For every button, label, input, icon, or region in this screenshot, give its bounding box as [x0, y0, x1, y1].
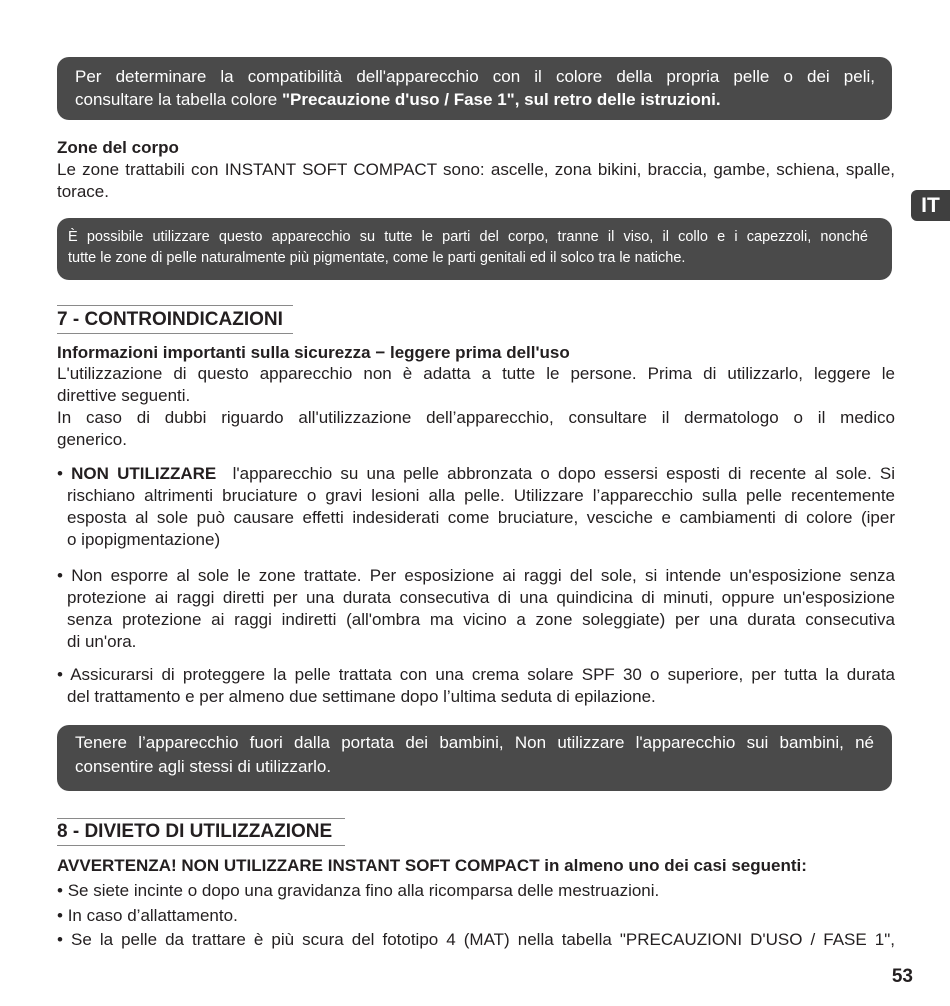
section-7-paragraph: [57, 407, 895, 451]
list-item: [57, 463, 895, 551]
list-item-line: rischiano altrimenti bruciature o gravi lesioni alla pelle. Utilizzare l’apparecchio sulla pelle recentemente: [67, 486, 895, 505]
section-7-heading: 7 - CONTROINDICAZIONI: [57, 305, 293, 334]
bullet-marker: •: [57, 566, 63, 585]
paragraph-line: torace.: [57, 182, 109, 201]
excluded-zones-note-line: tutte le zone di pelle naturalmente più pigmentate, come le parti genitali ed il solco tra le natiche.: [68, 250, 686, 266]
list-item-text: In caso d’allattamento.: [67, 905, 238, 925]
list-item-line: del trattamento e per almeno due settimane dopo l’ultima seduta di epilazione.: [67, 687, 656, 706]
list-item: [57, 904, 895, 929]
body-zones-paragraph: [57, 159, 895, 203]
paragraph-line: generico.: [57, 430, 127, 449]
list-item: [57, 879, 895, 904]
section-7-subtitle: Informazioni importanti sulla sicurezza − leggere prima dell'uso: [57, 343, 570, 362]
section-8-list: [57, 879, 895, 953]
list-item-text: Se siete incinte o dopo una gravidanza fino alla ricomparsa delle mestruazioni.: [67, 881, 660, 900]
excluded-zones-note-line: È possibile utilizzare questo apparecchio su tutte le parti del corpo, tranne il viso, il collo e i capezzoli, nonché: [68, 229, 868, 245]
list-item: [57, 664, 895, 708]
bullet-marker: •: [57, 665, 63, 684]
bullet-marker: •: [57, 881, 63, 900]
list-item-line: [57, 565, 895, 587]
list-item-text: l'apparecchio su una pelle abbronzata o dopo essersi esposti di recente al sole. Si: [232, 464, 895, 483]
list-item-line: protezione ai raggi diretti per una durata consecutiva di una quindicina di minuti, oppure un'esposizione: [67, 588, 895, 607]
list-item-line: esposta al sole può causare effetti indesiderati come bruciature, vesciche e cambiamenti di colore (iper: [67, 508, 895, 527]
list-item: [57, 565, 895, 653]
bullet-marker: •: [57, 464, 63, 483]
bullet-marker: •: [57, 905, 63, 925]
compatibility-note-line: Per determinare la compatibilità dell'apparecchio con il colore della propria pelle o dei peli,: [75, 67, 875, 86]
children-warning-panel: [57, 725, 892, 791]
section-8-heading: 8 - DIVIETO DI UTILIZZAZIONE: [57, 818, 345, 846]
paragraph-line: In caso di dubbi riguardo all'utilizzazione dell’apparecchio, consultare il dermatologo o il medico: [57, 408, 895, 427]
children-warning-line: Tenere l’apparecchio fuori dalla portata dei bambini, Non utilizzare l'apparecchio sui bambini, né: [75, 733, 874, 752]
list-item-line: [57, 664, 895, 686]
section-8-warning: AVVERTENZA! NON UTILIZZARE INSTANT SOFT COMPACT in almeno uno dei casi seguenti:: [57, 856, 807, 875]
list-item-text: Se la pelle da trattare è più scura del fototipo 4 (MAT) nella tabella "PRECAUZIONI D'USO / FASE 1",: [71, 930, 895, 949]
list-item-line: senza protezione ai raggi indiretti (all'ombra ma vicino a zone soleggiate) per una durata consecutiva: [67, 610, 895, 629]
list-item-line: di un'ora.: [67, 632, 137, 651]
section-7-paragraph: [57, 363, 895, 407]
list-item-text: Non esporre al sole le zone trattate. Per esposizione ai raggi del sole, si intende un'esposizione senza: [71, 566, 895, 585]
list-item-line: o ipopigmentazione): [67, 530, 221, 549]
bullet-marker: •: [57, 930, 63, 949]
compatibility-note-line: [75, 88, 875, 111]
list-item-lead: NON UTILIZZARE: [71, 464, 217, 483]
paragraph-line: Le zone trattabili con INSTANT SOFT COMPACT sono: ascelle, zona bikini, braccia, gambe, schiena, spalle,: [57, 160, 895, 179]
body-zones-title: Zone del corpo: [57, 138, 179, 157]
list-item-line: [57, 463, 895, 485]
page-number: 53: [891, 966, 913, 987]
compatibility-note-emphasis: "Precauzione d'uso / Fase 1", sul retro delle istruzioni.: [281, 90, 721, 109]
compatibility-note-text: consultare la tabella colore: [75, 90, 278, 109]
list-item-text: Assicurarsi di proteggere la pelle trattata con una crema solare SPF 30 o superiore, per tutta la durata: [70, 665, 895, 684]
paragraph-line: direttive seguenti.: [57, 386, 191, 405]
excluded-zones-note-panel: [57, 218, 892, 280]
language-tab: IT: [911, 190, 950, 221]
list-item: [57, 928, 895, 953]
compatibility-note-panel: [57, 57, 892, 120]
paragraph-line: L'utilizzazione di questo apparecchio non è adatta a tutte le persone. Prima di utilizzarlo, leggere le: [57, 364, 895, 383]
children-warning-line: consentire agli stessi di utilizzarlo.: [75, 757, 332, 776]
